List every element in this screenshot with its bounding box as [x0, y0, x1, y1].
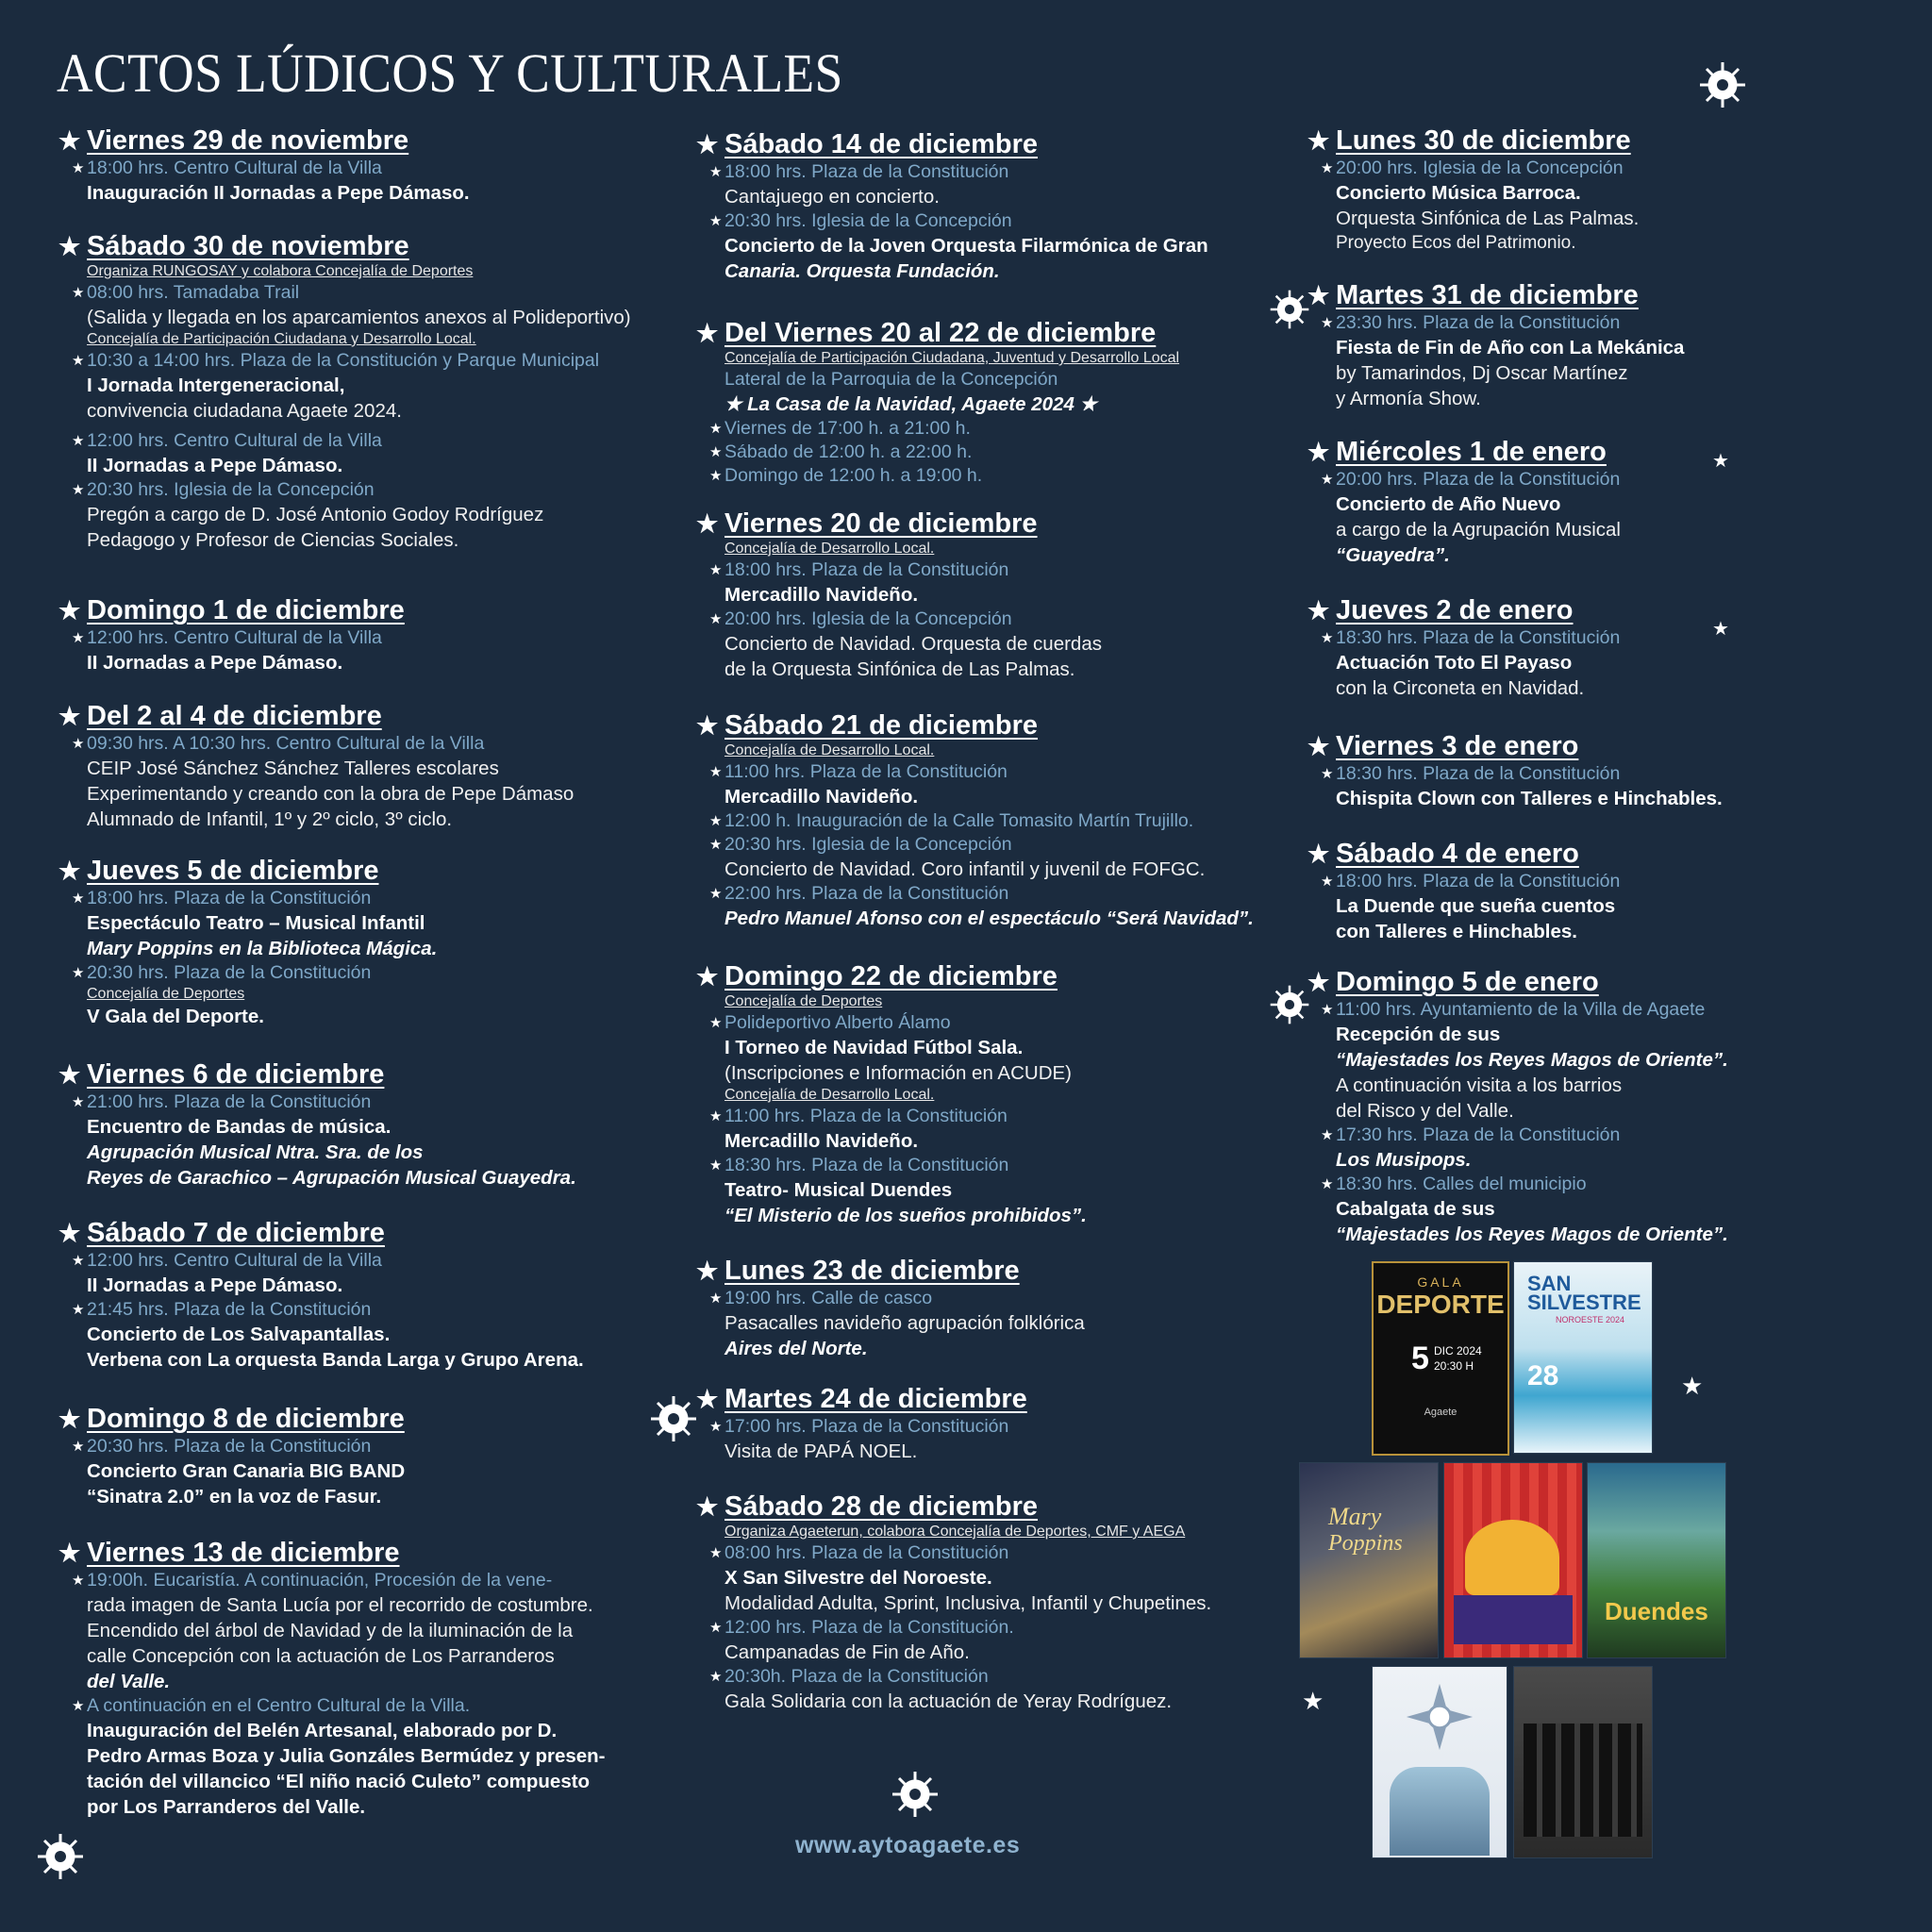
event-date: ★ Del 2 al 4 de diciembre [58, 700, 662, 732]
event-time: ★ 19:00h. Eucaristía. A continuación, Procesión de la vene- [58, 1569, 662, 1592]
event-block [58, 125, 662, 206]
event-time: ★ 11:00 hrs. Ayuntamiento de la Villa de Agaete [1307, 998, 1798, 1022]
event-time: ★ 18:00 hrs. Centro Cultural de la Villa [58, 157, 662, 180]
event-title: II Jornadas a Pepe Dámaso. [87, 455, 343, 476]
event-title: Concierto de Los Salvapantallas. [87, 1324, 391, 1345]
event-detail: Orquesta Sinfónica de Las Palmas. [1336, 208, 1640, 229]
event-title: Inauguración del Belén Artesanal, elaborado por D. [87, 1720, 558, 1741]
poster-mary-poppins [1299, 1462, 1439, 1658]
event-date: ★ Sábado 21 de diciembre [696, 709, 1300, 741]
event-block [696, 709, 1300, 931]
event-detail: Pasacalles navideño agrupación folklórica [724, 1312, 1085, 1334]
event-detail: A continuación visita a los barrios [1336, 1074, 1623, 1096]
event-time: ★ Domingo de 12:00 h. a 19:00 h. [696, 464, 1300, 488]
event-title: “Sinatra 2.0” en la voz de Fasur. [87, 1486, 382, 1507]
event-title: Espectáculo Teatro – Musical Infantil [87, 912, 425, 934]
event-title: Los Musipops. [1336, 1149, 1472, 1171]
event-title: I Jornada Intergeneracional, [87, 375, 345, 396]
event-time: ★ 20:30 hrs. Plaza de la Constitución [58, 961, 662, 985]
event-title: Cabalgata de sus [1336, 1198, 1495, 1220]
event-detail: Pedagogo y Profesor de Ciencias Sociales. [87, 529, 459, 551]
snowflake-icon [1269, 984, 1310, 1025]
event-time: ★ 12:00 hrs. Centro Cultural de la Villa [58, 1249, 662, 1273]
event-time: ★ 20:30h. Plaza de la Constitución [696, 1665, 1300, 1689]
event-detail: Modalidad Adulta, Sprint, Inclusiva, Infantil y Chupetines. [724, 1592, 1212, 1614]
event-title: “Majestades los Reyes Magos de Oriente”. [1336, 1224, 1728, 1245]
event-time: ★ 21:45 hrs. Plaza de la Constitución [58, 1298, 662, 1322]
event-date: ★ Viernes 3 de enero [1307, 730, 1798, 762]
event-date: ★ Sábado 4 de enero [1307, 838, 1798, 870]
event-title: Inauguración II Jornadas a Pepe Dámaso. [87, 182, 470, 204]
event-time: ★ 11:00 hrs. Plaza de la Constitución [696, 760, 1300, 784]
snowflake-icon [36, 1832, 85, 1881]
website-link[interactable]: www.aytoagaete.es [795, 1832, 1021, 1858]
event-block [58, 594, 662, 675]
event-time: ★ 08:00 hrs. Tamadaba Trail [58, 281, 662, 305]
poster-graphic [1465, 1520, 1559, 1595]
event-detail: del Risco y del Valle. [1336, 1100, 1514, 1122]
event-block [58, 855, 662, 1029]
poster-text: 28 [1527, 1360, 1559, 1391]
poster-teatro [1443, 1462, 1583, 1658]
event-date: ★ Sábado 7 de diciembre [58, 1217, 662, 1249]
event-date: ★ Lunes 23 de diciembre [696, 1255, 1300, 1287]
event-title: “Guayedra”. [1336, 544, 1450, 566]
event-title: Aires del Norte. [724, 1338, 868, 1359]
event-time: ★ 18:30 hrs. Plaza de la Constitución [1307, 762, 1798, 786]
event-title: Chispita Clown con Talleres e Hinchables. [1336, 788, 1723, 809]
event-time: ★ Sábado de 12:00 h. a 22:00 h. [696, 441, 1300, 464]
event-title: Concierto Música Barroca. [1336, 182, 1581, 204]
poster-duendes [1587, 1462, 1726, 1658]
event-block [696, 960, 1300, 1228]
event-date: ★ Sábado 30 de noviembre [58, 230, 662, 262]
event-date: ★ Viernes 6 de diciembre [58, 1058, 662, 1091]
event-date: ★ Martes 31 de diciembre [1307, 279, 1798, 311]
poster-text: Agaete [1424, 1407, 1457, 1418]
snowflake-icon [649, 1394, 698, 1443]
event-title: X San Silvestre del Noroeste. [724, 1567, 992, 1589]
event-organizer: Concejalía de Desarrollo Local. [724, 541, 935, 557]
event-date: ★ Miércoles 1 de enero [1307, 436, 1798, 468]
event-detail: CEIP José Sánchez Sánchez Talleres escolares [87, 758, 499, 779]
poster-graphic [1390, 1767, 1490, 1856]
event-time: ★ 20:30 hrs. Plaza de la Constitución [58, 1435, 662, 1458]
event-title: Agrupación Musical Ntra. Sra. de los [87, 1141, 424, 1163]
event-organizer: Organiza Agaeterun, colabora Concejalía de Deportes, CMF y AEGA [724, 1524, 1186, 1540]
snowflake-icon [1698, 60, 1747, 109]
event-detail: Concierto de Navidad. Orquesta de cuerdas [724, 633, 1102, 655]
event-detail: Gala Solidaria con la actuación de Yeray Rodríguez. [724, 1690, 1173, 1712]
event-date: ★ Sábado 28 de diciembre [696, 1491, 1300, 1523]
event-title: Concierto de Año Nuevo [1336, 493, 1561, 515]
poster-graphic [1524, 1724, 1642, 1837]
star-icon: ★ [1712, 451, 1729, 472]
event-date: ★ Sábado 14 de diciembre [696, 128, 1300, 160]
event-block [696, 317, 1300, 488]
event-title: Encuentro de Bandas de música. [87, 1116, 391, 1138]
event-title: II Jornadas a Pepe Dámaso. [87, 1274, 343, 1296]
event-organizer: Concejalía de Deportes [87, 986, 245, 1002]
event-title: Verbena con La orquesta Banda Larga y Grupo Arena. [87, 1349, 584, 1371]
event-title: Pedro Armas Boza y Julia Gonzáles Bermúdez y presen- [87, 1745, 606, 1767]
event-title: Canaria. Orquesta Fundación. [724, 260, 1000, 282]
event-title: II Jornadas a Pepe Dámaso. [87, 652, 343, 674]
event-date: ★ Viernes 20 de diciembre [696, 508, 1300, 540]
event-title: con Talleres e Hinchables. [1336, 921, 1577, 942]
event-time: ★ 20:30 hrs. Iglesia de la Concepción [696, 209, 1300, 233]
event-detail: Experimentando y creando con la obra de Pepe Dámaso [87, 783, 575, 805]
event-organizer: Concejalía de Desarrollo Local. [724, 1087, 935, 1103]
star-icon: ★ [1681, 1372, 1704, 1400]
event-detail: Cantajuego en concierto. [724, 186, 940, 208]
event-organizer: Organiza RUNGOSAY y colabora Concejalía de Deportes [87, 263, 474, 279]
event-title: por Los Parranderos del Valle. [87, 1796, 366, 1818]
event-time: ★ 18:00 hrs. Plaza de la Constitución [58, 887, 662, 910]
snowflake-icon [891, 1770, 940, 1819]
event-detail: rada imagen de Santa Lucía por el recorrido de costumbre. [87, 1594, 593, 1616]
event-title: Concierto Gran Canaria BIG BAND [87, 1460, 406, 1482]
event-time: ★ 20:30 hrs. Iglesia de la Concepción [696, 833, 1300, 857]
event-title: Mercadillo Navideño. [724, 584, 919, 606]
event-time: ★ Viernes de 17:00 h. a 21:00 h. [696, 417, 1300, 441]
event-detail: de la Orquesta Sinfónica de Las Palmas. [724, 658, 1075, 680]
event-time: ★ 11:00 hrs. Plaza de la Constitución [696, 1105, 1300, 1128]
poster-armonia-show [1372, 1666, 1507, 1858]
event-detail: (Salida y llegada en los aparcamientos anexos al Polideportivo) [87, 307, 631, 328]
event-title: Mercadillo Navideño. [724, 786, 919, 808]
star-icon: ★ [1302, 1687, 1324, 1715]
event-detail: y Armonía Show. [1336, 388, 1481, 409]
event-block [696, 508, 1300, 682]
event-date: ★ Domingo 8 de diciembre [58, 1403, 662, 1435]
poster-san-silvestre [1513, 1261, 1653, 1454]
snowflake-icon [1269, 289, 1310, 330]
event-time: ★ 21:00 hrs. Plaza de la Constitución [58, 1091, 662, 1114]
event-title: Reyes de Garachico – Agrupación Musical Guayedra. [87, 1167, 576, 1189]
event-block [58, 1403, 662, 1509]
event-detail: Alumnado de Infantil, 1º y 2º ciclo, 3º ciclo. [87, 808, 453, 830]
event-time: ★ 12:00 hrs. Plaza de la Constitución. [696, 1616, 1300, 1640]
event-title: La Duende que sueña cuentos [1336, 895, 1616, 917]
poster-text: NOROESTE 2024 [1556, 1315, 1625, 1324]
event-time: ★ 18:00 hrs. Plaza de la Constitución [696, 160, 1300, 184]
event-date: ★ Lunes 30 de diciembre [1307, 125, 1798, 157]
event-block [696, 1491, 1300, 1714]
event-detail: Visita de PAPÁ NOEL. [724, 1441, 918, 1462]
poster-gala-deporte [1372, 1261, 1509, 1456]
event-title: Mercadillo Navideño. [724, 1130, 919, 1152]
event-date: ★ Domingo 1 de diciembre [58, 594, 662, 626]
event-title: Recepción de sus [1336, 1024, 1501, 1045]
event-block [1307, 279, 1798, 411]
event-detail: Proyecto Ecos del Patrimonio. [1336, 233, 1576, 253]
event-organizer: Concejalía de Participación Ciudadana y Desarrollo Local. [87, 331, 476, 347]
event-date: ★ Martes 24 de diciembre [696, 1383, 1300, 1415]
poster-text: DIC 2024 [1434, 1344, 1482, 1357]
event-block [58, 700, 662, 832]
event-detail: calle Concepción con la actuación de Los Parranderos [87, 1645, 555, 1667]
event-time: ★ 10:30 a 14:00 hrs. Plaza de la Constitución y Parque Municipal [58, 349, 662, 373]
event-block [58, 1058, 662, 1191]
poster-text: GALA [1417, 1274, 1464, 1290]
event-title: I Torneo de Navidad Fútbol Sala. [724, 1037, 1024, 1058]
event-date: ★ Domingo 5 de enero [1307, 966, 1798, 998]
event-block [696, 1255, 1300, 1361]
event-time: ★ 20:30 hrs. Iglesia de la Concepción [58, 478, 662, 502]
poster-text: SILVESTRE [1527, 1291, 1641, 1314]
event-detail: Encendido del árbol de Navidad y de la iluminación de la [87, 1620, 574, 1641]
event-time: ★ 17:00 hrs. Plaza de la Constitución [696, 1415, 1300, 1439]
event-detail: Concierto de Navidad. Coro infantil y juvenil de FOFGC. [724, 858, 1206, 880]
event-title: “Majestades los Reyes Magos de Oriente”. [1336, 1049, 1728, 1071]
event-title: ★ La Casa de la Navidad, Agaete 2024 ★ [724, 393, 1097, 415]
event-time: ★ 08:00 hrs. Plaza de la Constitución [696, 1541, 1300, 1565]
event-block [1307, 966, 1798, 1247]
event-title: tación del villancico “El niño nació Culeto” compuesto [87, 1771, 591, 1792]
event-date: ★ Del Viernes 20 al 22 de diciembre [696, 317, 1300, 349]
event-title: Pedro Manuel Afonso con el espectáculo “Será Navidad”. [724, 908, 1254, 929]
event-date: ★ Viernes 29 de noviembre [58, 125, 662, 157]
event-title: del Valle. [87, 1671, 171, 1692]
event-time: ★ 22:00 hrs. Plaza de la Constitución [696, 882, 1300, 906]
event-block [1307, 838, 1798, 944]
poster-text: SAN [1527, 1272, 1572, 1295]
event-time: ★ 18:30 hrs. Calles del municipio [1307, 1173, 1798, 1196]
event-date: ★ Jueves 2 de enero [1307, 594, 1798, 626]
event-block [58, 1217, 662, 1373]
event-block [696, 1383, 1300, 1464]
event-block [1307, 125, 1798, 255]
event-time: ★ Polideportivo Alberto Álamo [696, 1011, 1300, 1035]
poster-graphic [1454, 1595, 1573, 1644]
event-title: Teatro- Musical Duendes [724, 1179, 953, 1201]
star-icon: ★ [1712, 619, 1729, 640]
event-detail: by Tamarindos, Dj Oscar Martínez [1336, 362, 1628, 384]
event-detail: Pregón a cargo de D. José Antonio Godoy Rodríguez [87, 504, 544, 525]
event-location: Lateral de la Parroquia de la Concepción [724, 369, 1058, 390]
event-detail: (Inscripciones e Información en ACUDE) [724, 1062, 1073, 1084]
event-time: ★ 12:00 hrs. Centro Cultural de la Villa [58, 626, 662, 650]
event-time: ★ 17:30 hrs. Plaza de la Constitución [1307, 1124, 1798, 1147]
event-title: Actuación Toto El Payaso [1336, 652, 1573, 674]
event-date: ★ Jueves 5 de diciembre [58, 855, 662, 887]
event-time: ★ 23:30 hrs. Plaza de la Constitución [1307, 311, 1798, 335]
event-date: ★ Viernes 13 de diciembre [58, 1537, 662, 1569]
event-time: ★ 18:30 hrs. Plaza de la Constitución [1307, 626, 1798, 650]
event-time: ★ 18:00 hrs. Plaza de la Constitución [1307, 870, 1798, 893]
event-detail: con la Circoneta en Navidad. [1336, 677, 1585, 699]
event-time: ★ 20:00 hrs. Iglesia de la Concepción [1307, 157, 1798, 180]
event-organizer: Concejalía de Participación Ciudadana, Juventud y Desarrollo Local [724, 350, 1180, 366]
page-title: ACTOS LÚDICOS Y CULTURALES [57, 42, 843, 104]
poster-logo [1403, 1680, 1476, 1754]
event-date: ★ Domingo 22 de diciembre [696, 960, 1300, 992]
event-detail: Campanadas de Fin de Año. [724, 1641, 970, 1663]
poster-text: 5 [1411, 1341, 1429, 1376]
poster-text: Mary [1328, 1503, 1382, 1530]
event-time: ★ 12:00 hrs. Centro Cultural de la Villa [58, 429, 662, 453]
event-organizer: Concejalía de Deportes [724, 993, 883, 1009]
event-block [1307, 730, 1798, 811]
event-time: ★ 19:00 hrs. Calle de casco [696, 1287, 1300, 1310]
event-title: Fiesta de Fin de Año con La Mekánica [1336, 337, 1685, 358]
event-time: ★ 09:30 hrs. A 10:30 hrs. Centro Cultural de la Villa [58, 732, 662, 756]
event-title: V Gala del Deporte. [87, 1006, 264, 1027]
event-block [696, 128, 1300, 284]
event-time: ★ 12:00 h. Inauguración de la Calle Tomasito Martín Trujillo. [696, 809, 1300, 833]
event-detail: a cargo de la Agrupación Musical [1336, 519, 1621, 541]
event-title: “El Misterio de los sueños prohibidos”. [724, 1205, 1087, 1226]
event-organizer: Concejalía de Desarrollo Local. [724, 742, 935, 758]
event-title: Concierto de la Joven Orquesta Filarmónica de Gran [724, 235, 1208, 257]
poster-text: DEPORTE [1376, 1290, 1505, 1319]
event-detail: convivencia ciudadana Agaete 2024. [87, 400, 402, 422]
event-time: ★ 20:00 hrs. Iglesia de la Concepción [696, 608, 1300, 631]
poster-band-photo [1513, 1666, 1653, 1858]
poster-text: Poppins [1328, 1531, 1403, 1556]
poster-text: Duendes [1605, 1597, 1708, 1625]
event-time: ★ 18:00 hrs. Plaza de la Constitución [696, 558, 1300, 582]
event-block [1307, 594, 1798, 701]
event-time: ★ A continuación en el Centro Cultural de la Villa. [58, 1694, 662, 1718]
event-time: ★ 20:00 hrs. Plaza de la Constitución [1307, 468, 1798, 491]
event-time: ★ 18:30 hrs. Plaza de la Constitución [696, 1154, 1300, 1177]
poster-text: 20:30 H [1434, 1359, 1474, 1373]
event-title: Mary Poppins en la Biblioteca Mágica. [87, 938, 438, 959]
event-block [58, 230, 662, 553]
event-block [58, 1537, 662, 1820]
